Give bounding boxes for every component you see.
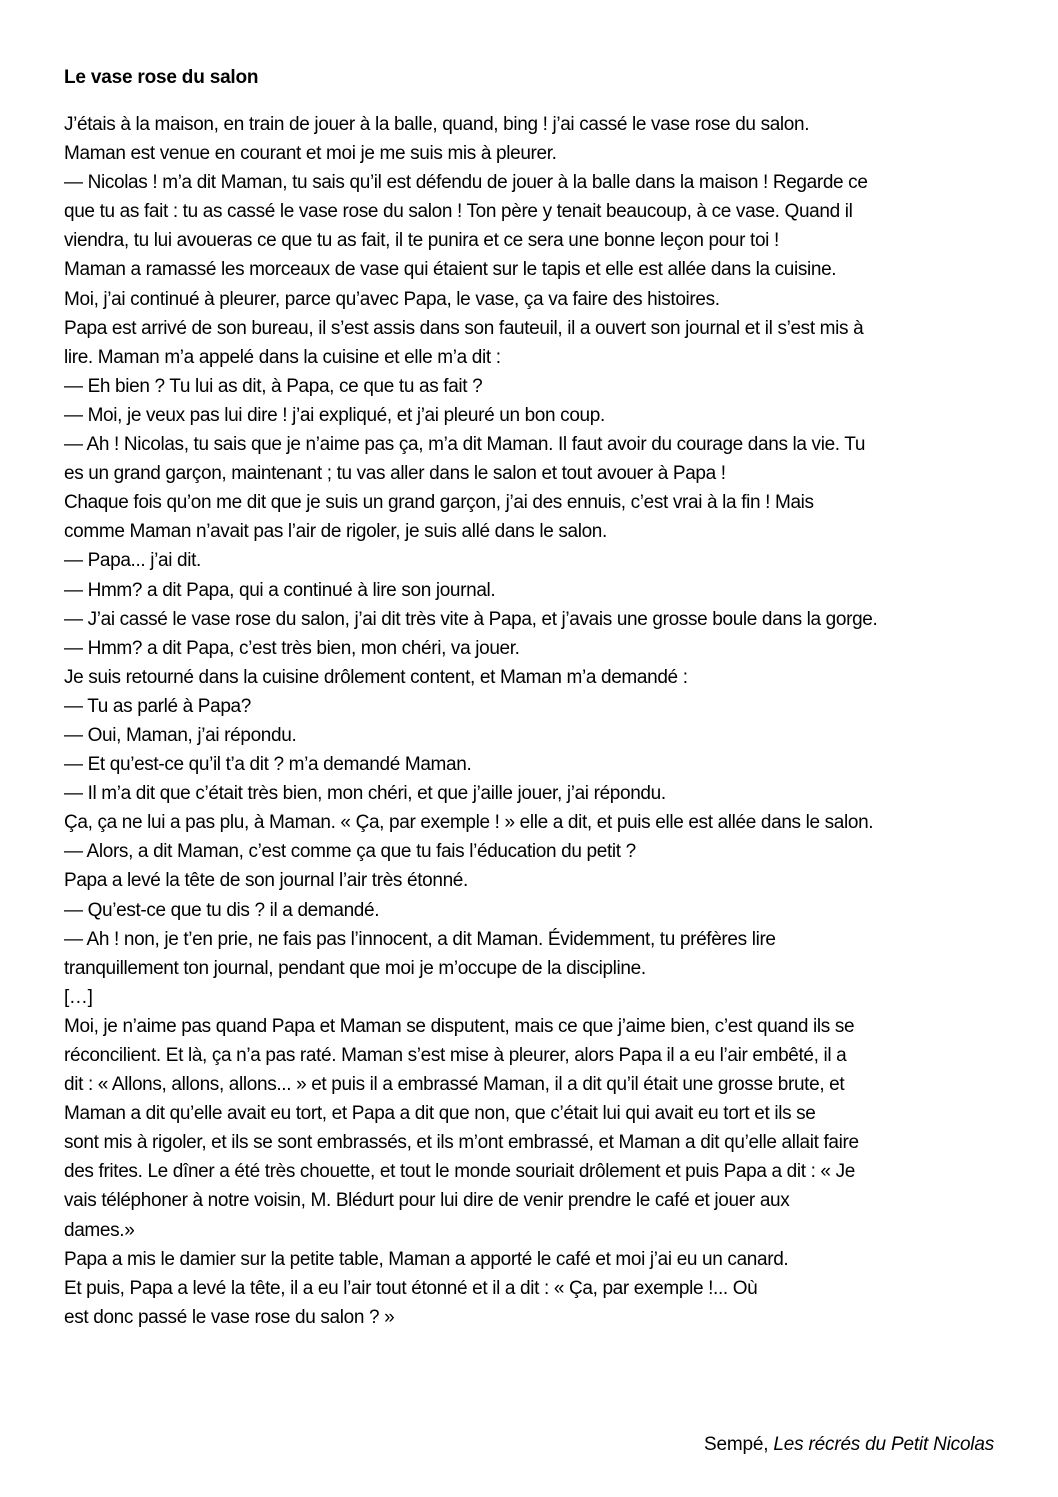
text-line: — Eh bien ? Tu lui as dit, à Papa, ce que tu as fait ?: [64, 375, 483, 397]
source-book-title: Les récrés du Petit Nicolas: [773, 1434, 994, 1455]
text-line: lire. Maman m’a appelé dans la cuisine et elle m’a dit :: [64, 346, 501, 368]
text-line: Chaque fois qu’on me dit que je suis un grand garçon, j’ai des ennuis, c’est vrai à la fin ! Mais: [64, 492, 814, 514]
text-line: Maman a dit qu’elle avait eu tort, et Papa a dit que non, que c’était lui qui avait eu tort et ils se: [64, 1103, 816, 1125]
source-citation: [704, 1431, 994, 1459]
text-line: […]: [64, 986, 93, 1008]
text-line: viendra, tu lui avoueras ce que tu as fait, il te punira et ce sera une bonne leçon pour toi !: [64, 230, 779, 252]
text-line: tranquillement ton journal, pendant que moi je m’occupe de la discipline.: [64, 957, 646, 979]
text-line: — Et qu’est-ce qu’il t’a dit ? m’a demandé Maman.: [64, 754, 472, 776]
text-line: Papa est arrivé de son bureau, il s’est assis dans son fauteuil, il a ouvert son journal et il s’est mis à: [64, 317, 864, 339]
text-line: Moi, je n’aime pas quand Papa et Maman se disputent, mais ce que j’aime bien, c’est quand ils se: [64, 1015, 855, 1037]
text-line: Maman est venue en courant et moi je me suis mis à pleurer.: [64, 143, 557, 165]
text-line: comme Maman n’avait pas l’air de rigoler, je suis allé dans le salon.: [64, 521, 607, 543]
text-line: — Alors, a dit Maman, c’est comme ça que tu fais l’éducation du petit ?: [64, 841, 636, 863]
story-text: [64, 110, 1004, 1332]
text-line: — Tu as parlé à Papa?: [64, 695, 251, 717]
text-line: es un grand garçon, maintenant ; tu vas aller dans le salon et tout avouer à Papa !: [64, 463, 726, 485]
text-line: J’étais à la maison, en train de jouer à la balle, quand, bing ! j’ai cassé le vase rose du salon.: [64, 114, 810, 135]
text-line: — Papa... j’ai dit.: [64, 550, 201, 572]
text-line: que tu as fait : tu as cassé le vase rose du salon ! Ton père y tenait beaucoup, à ce vase. Quand il: [64, 201, 853, 223]
text-line: des frites. Le dîner a été très chouette, et tout le monde souriait drôlement et puis Papa a dit : « Je: [64, 1161, 855, 1183]
text-line: Maman a ramassé les morceaux de vase qui étaient sur le tapis et elle est allée dans la cuisine.: [64, 259, 837, 281]
text-line: sont mis à rigoler, et ils se sont embrassés, et ils m’ont embrassé, et Maman a dit qu’elle allait faire: [64, 1132, 859, 1154]
text-line: — Hmm? a dit Papa, qui a continué à lire son journal.: [64, 579, 496, 601]
text-line: Je suis retourné dans la cuisine drôlement content, et Maman m’a demandé :: [64, 666, 688, 688]
text-line: vais téléphoner à notre voisin, M. Blédurt pour lui dire de venir prendre le café et jouer aux: [64, 1190, 790, 1212]
text-line: — Oui, Maman, j’ai répondu.: [64, 724, 297, 746]
text-line: — Ah ! non, je t’en prie, ne fais pas l’innocent, a dit Maman. Évidemment, tu préfères lire: [64, 928, 776, 950]
text-line: dit : « Allons, allons, allons... » et puis il a embrassé Maman, il a dit qu’il était une grosse brute, et: [64, 1074, 845, 1096]
text-line: Ça, ça ne lui a pas plu, à Maman. « Ça, par exemple ! » elle a dit, et puis elle est allée dans le salon.: [64, 812, 874, 834]
text-line: — Ah ! Nicolas, tu sais que je n’aime pas ça, m’a dit Maman. Il faut avoir du courage dans la vie. Tu: [64, 434, 866, 456]
text-line: est donc passé le vase rose du salon ? »: [64, 1306, 395, 1328]
text-line: — Il m’a dit que c’était très bien, mon chéri, et que j’aille jouer, j’ai répondu.: [64, 783, 666, 805]
text-line: — Hmm? a dit Papa, c’est très bien, mon chéri, va jouer.: [64, 637, 520, 659]
text-line: dames.»: [64, 1219, 135, 1241]
text-line: Papa a levé la tête de son journal l’air très étonné.: [64, 870, 468, 892]
page-title: Le vase rose du salon: [64, 67, 259, 88]
text-line: réconcilient. Et là, ça n’a pas raté. Maman s’est mise à pleurer, alors Papa il a eu l’air embêté, il a: [64, 1045, 847, 1066]
text-line: Et puis, Papa a levé la tête, il a eu l’air tout étonné et il a dit : « Ça, par exemple !... Où: [64, 1277, 758, 1299]
source-author: Sempé,: [704, 1434, 769, 1455]
text-line: — J’ai cassé le vase rose du salon, j’ai dit très vite à Papa, et j’avais une grosse boule dans la gorge.: [64, 608, 878, 630]
text-line: Moi, j’ai continué à pleurer, parce qu’avec Papa, le vase, ça va faire des histoires.: [64, 288, 720, 310]
text-line: — Moi, je veux pas lui dire ! j’ai expliqué, et j’ai pleuré un bon coup.: [64, 404, 605, 426]
text-line: — Qu’est-ce que tu dis ? il a demandé.: [64, 899, 380, 921]
text-line: Papa a mis le damier sur la petite table, Maman a apporté le café et moi j’ai eu un canard.: [64, 1248, 789, 1270]
text-line: — Nicolas ! m’a dit Maman, tu sais qu’il est défendu de jouer à la balle dans la maison ! Regarde ce: [64, 172, 868, 194]
